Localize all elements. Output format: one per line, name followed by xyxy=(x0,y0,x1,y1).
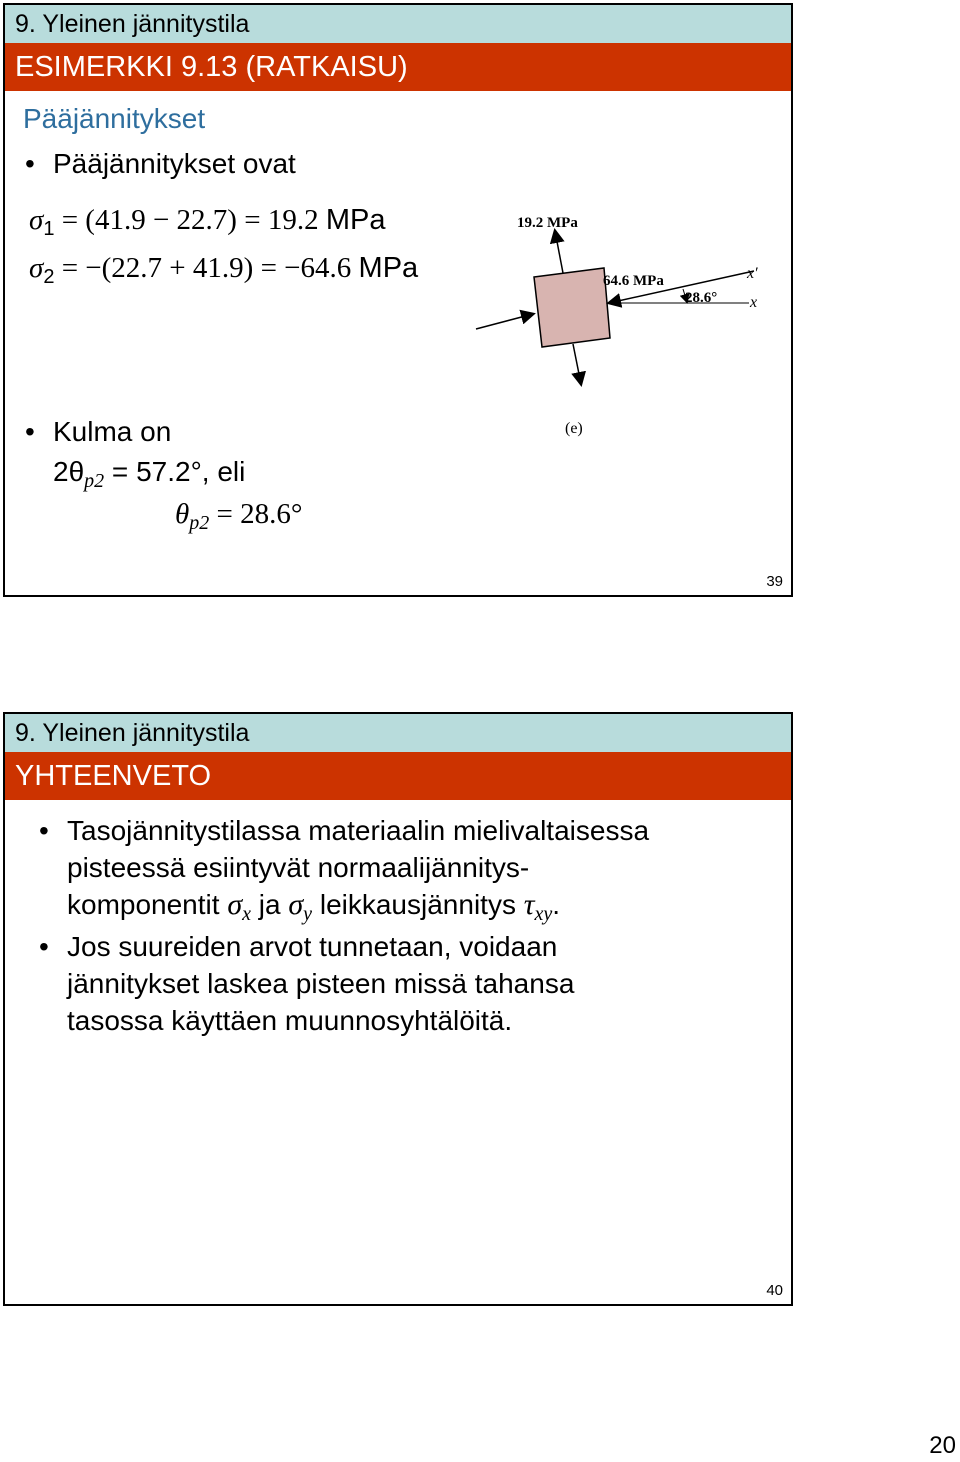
label-angle: 28.6° xyxy=(685,290,718,306)
theta-equation: $\theta_{p2} = 28.6^\circ$ xyxy=(175,498,303,534)
bullet-summary-1: • Tasojännitystilassa materiaalin mielivaltaisessa pisteessä esiintyvät normaalijännitys- komponentit $\sigma_x$ ja $\sigma_y$ leikkausjännitys $\tau_{xy}$. xyxy=(39,815,650,925)
equation-sigma1: $\sigma_1 = (41.9 - 22.7) = 19.2$ MPa xyxy=(29,204,386,240)
page-number: 20 xyxy=(929,1432,956,1459)
slide-title: YHTEENVETO xyxy=(5,752,791,800)
stress-element-figure xyxy=(471,201,771,441)
arrow-sigma1-top xyxy=(555,231,563,273)
slide-39 xyxy=(3,3,793,597)
label-xprime: x′ xyxy=(747,265,758,282)
bullet-summary-2: • Jos suureiden arvot tunnetaan, voidaan jännitykset laskea pisteen missä tahansa tasossa käyttäen muunnosyhtälöitä. xyxy=(39,931,575,1036)
slide-number: 40 xyxy=(766,1282,783,1299)
arrow-sigma1-bottom xyxy=(573,344,581,384)
stress-element xyxy=(534,268,610,347)
figure-caption: (e) xyxy=(565,420,583,437)
label-x: x xyxy=(750,294,758,311)
arrow-sigma2-left xyxy=(476,314,533,329)
label-left: 64.6 MPa xyxy=(603,273,664,289)
slide-40 xyxy=(3,712,793,1306)
bullet-angle: • Kulma on xyxy=(25,416,172,447)
label-top: 19.2 MPa xyxy=(517,215,578,231)
section-header: 9. Yleinen jännitystila xyxy=(5,714,791,752)
bullet-principal: • Pääjännitykset ovat xyxy=(25,148,296,179)
equation-sigma2: $\sigma_2 = -(22.7 + 41.9) = -64.6$ MPa xyxy=(29,252,419,288)
angle-line: $2\theta_{p2} = 57.2^\circ$, eli xyxy=(53,456,246,492)
subtitle: Pääjännitykset xyxy=(23,103,206,134)
section-header: 9. Yleinen jännitystila xyxy=(5,5,791,43)
slide-number: 39 xyxy=(766,573,783,590)
slide-title: ESIMERKKI 9.13 (RATKAISU) xyxy=(5,43,791,91)
